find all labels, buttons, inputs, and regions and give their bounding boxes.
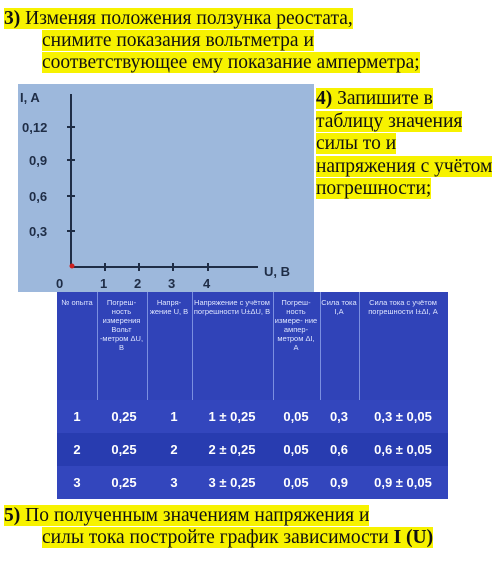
table-cell: 1: [73, 409, 81, 424]
table-cell: 0,25: [111, 475, 137, 490]
step-4-instruction: [316, 88, 496, 201]
table-header: [57, 292, 448, 400]
x-tick-label-2: 2: [134, 276, 142, 291]
table-cell: 3: [170, 475, 178, 490]
x-tick-label-4: 4: [203, 276, 211, 291]
table-cell: 3: [73, 475, 81, 490]
y-axis-label: I, A: [20, 90, 40, 105]
y-tick-label-4: 0,3: [29, 224, 48, 239]
table-cell: 2: [73, 442, 81, 457]
table-cell: 1 ± 0,25: [208, 409, 256, 424]
measurement-table: [57, 292, 448, 499]
table-cell: 0,25: [111, 409, 137, 424]
step-3-line-2: снимите показания вольтметра и: [42, 30, 314, 51]
step-4-text: Запишите в таблицу значения силы то и напряжения с учётом погрешности;: [316, 88, 493, 199]
x-axis-label: U, B: [264, 264, 290, 279]
step-4-number: 4): [316, 88, 333, 109]
header-voltage-with-error: Напряжение с учётом погрешности U±ΔU, В: [193, 298, 271, 316]
table-cell: 0,3: [329, 409, 349, 424]
table-cell: 0,05: [283, 442, 309, 457]
x-tick-label-3: 3: [168, 276, 176, 291]
step-5-instruction: [4, 505, 494, 549]
origin-point: [70, 264, 75, 269]
table-row: [57, 433, 448, 466]
table-cell: 0,6: [329, 442, 349, 457]
step-5-number: 5): [4, 505, 21, 526]
header-current-with-error: Сила тока с учётом погрешности I±ΔI, А: [368, 298, 438, 316]
table-cell: 0,9: [329, 475, 349, 490]
y-tick-label-3: 0,6: [29, 189, 48, 204]
table-cell: 0,3 ± 0,05: [374, 409, 432, 424]
header-voltage: Напря- жение U, В: [149, 298, 189, 316]
step-3-number: 3): [4, 8, 21, 29]
step-5-line-2: силы тока постройте график зависимости: [42, 527, 389, 548]
header-ammeter-error: Погреш- ность измере- ние ампер- метром ΔI, А: [274, 298, 318, 352]
table-cell: 0,6 ± 0,05: [374, 442, 432, 457]
y-tick-label-1: 0,12: [22, 120, 48, 135]
table-cell: 0,25: [111, 442, 137, 457]
graph-svg: [18, 84, 314, 292]
table-cell: 0,05: [283, 475, 309, 490]
table-row: [57, 466, 448, 499]
header-current: Сила тока I,A: [321, 298, 357, 316]
coordinate-graph: [18, 84, 314, 292]
table-cell: 1: [170, 409, 178, 424]
header-experiment-number: № опыта: [61, 298, 93, 307]
origin-label: 0: [56, 276, 64, 291]
step-3-line-1: Изменяя положения ползунка реостата,: [25, 8, 353, 29]
table-row: [57, 400, 448, 433]
step-5-line-1: По полученным значениям напряжения и: [25, 505, 370, 526]
table-cell: 0,9 ± 0,05: [374, 475, 432, 490]
table-cell: 2: [170, 442, 178, 457]
step-3-instruction: [4, 8, 484, 74]
table-cell: 3 ± 0,25: [208, 475, 256, 490]
header-voltmeter-error: Погреш- ность измерения Вольт -метром ΔU, В: [99, 298, 144, 352]
y-tick-label-2: 0,9: [29, 153, 48, 168]
x-tick-label-1: 1: [100, 276, 108, 291]
table-cell: 0,05: [283, 409, 309, 424]
table-cell: 2 ± 0,25: [208, 442, 256, 457]
step-5-bold-tail: I (U): [393, 527, 434, 548]
step-3-line-3: соответствующее ему показание амперметра;: [42, 52, 420, 73]
